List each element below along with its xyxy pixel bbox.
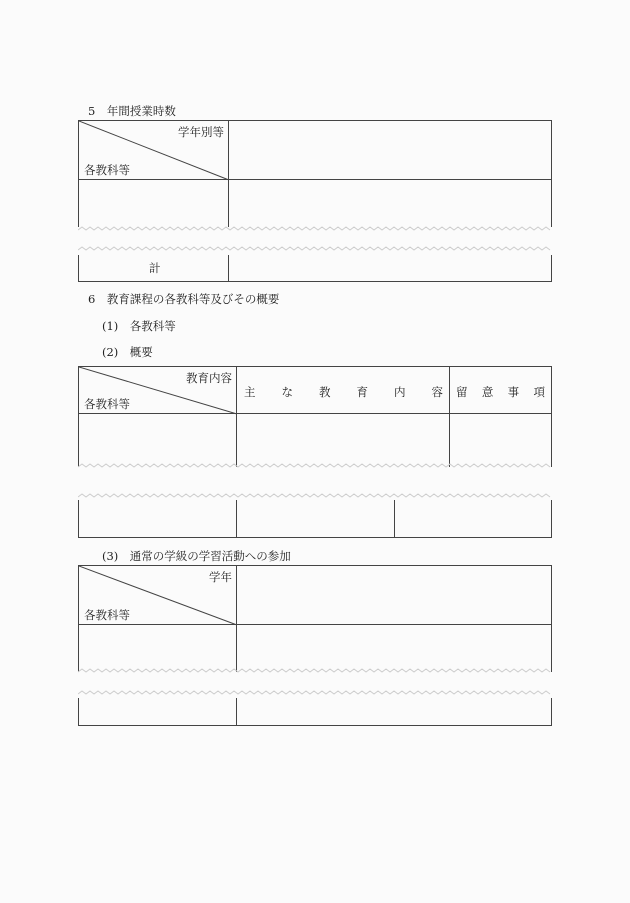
break-mark <box>78 668 552 676</box>
notes-cell[interactable] <box>449 413 552 467</box>
header-char: 主 <box>244 385 256 399</box>
header-char: 項 <box>533 385 545 399</box>
content-cell[interactable] <box>236 500 395 538</box>
subsection-3-heading: (3) 通常の学級の学習活動への参加 <box>102 549 291 563</box>
corner-header-cell <box>78 366 237 414</box>
grade-header-cell[interactable] <box>228 120 552 180</box>
break-mark <box>78 226 552 234</box>
grade-label: 学年別等 <box>178 125 224 139</box>
header-char: 内 <box>394 385 406 399</box>
activity-cell[interactable] <box>236 624 552 672</box>
subject-cell[interactable] <box>78 179 229 227</box>
header-char: な <box>281 385 293 399</box>
total-label: 計 <box>149 261 161 275</box>
notes-header <box>449 366 552 414</box>
total-label-cell <box>78 255 229 282</box>
subsection-2-heading: (2) 概要 <box>102 345 153 359</box>
section6-heading: 6 教育課程の各教科等及びその概要 <box>88 292 280 306</box>
activity-cell[interactable] <box>236 698 552 726</box>
grade-header-cell[interactable] <box>236 565 552 625</box>
content-cell[interactable] <box>236 413 450 467</box>
total-value-cell[interactable] <box>228 255 552 282</box>
header-char: 育 <box>356 385 368 399</box>
header-char: 事 <box>507 385 520 399</box>
corner-header-cell <box>78 120 229 180</box>
header-char: 留 <box>456 385 468 399</box>
break-mark <box>78 246 552 254</box>
content-label: 教育内容 <box>186 371 232 385</box>
section5-heading: 5 年間授業時数 <box>88 104 176 118</box>
header-char: 容 <box>431 385 443 399</box>
grade-label: 学年 <box>209 570 232 584</box>
notes-cell[interactable] <box>394 500 552 538</box>
header-char: 教 <box>319 385 331 399</box>
subject-label: 各教科等 <box>84 397 130 411</box>
break-mark <box>78 463 552 471</box>
hours-cell[interactable] <box>228 179 552 227</box>
subject-cell[interactable] <box>78 500 237 538</box>
header-char: 意 <box>481 385 494 399</box>
subject-cell[interactable] <box>78 698 237 726</box>
subject-label: 各教科等 <box>84 163 130 177</box>
subject-label: 各教科等 <box>84 608 130 622</box>
subsection-1-heading: (1) 各教科等 <box>102 319 176 333</box>
break-mark <box>78 690 552 698</box>
subject-cell[interactable] <box>78 624 237 672</box>
subject-cell[interactable] <box>78 413 237 467</box>
corner-header-cell <box>78 565 237 625</box>
main-content-header <box>236 366 450 414</box>
